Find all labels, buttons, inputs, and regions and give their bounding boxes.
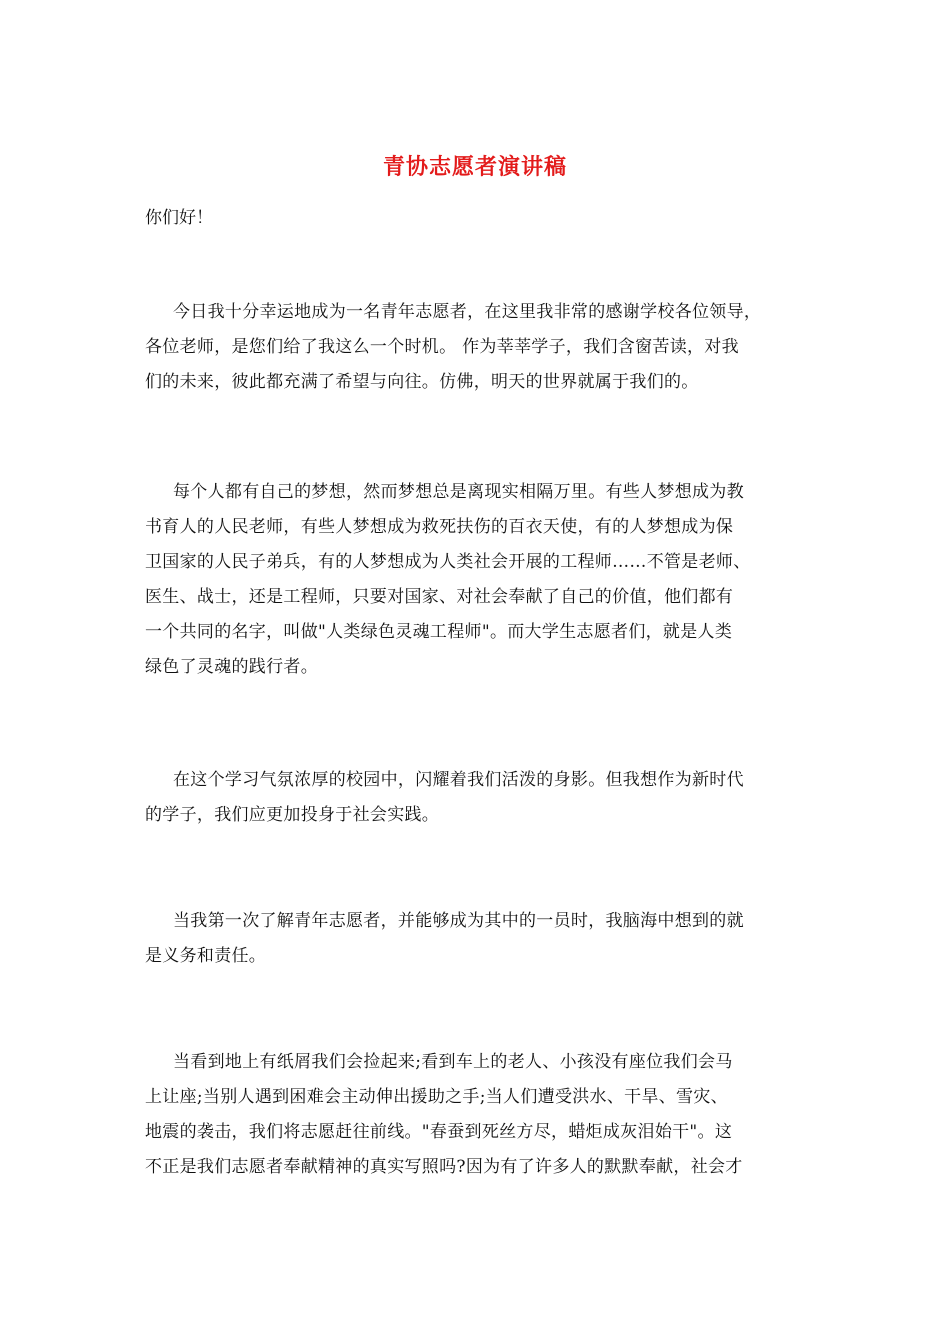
paragraph-1 xyxy=(145,295,810,400)
paragraph-line: 地震的袭击，我们将志愿赶往前线。"春蚕到死丝方尽，蜡炬成灰泪始干"。这 xyxy=(145,1122,733,1142)
paragraph-line: 绿色了灵魂的践行者。 xyxy=(145,657,318,677)
paragraph-line: 们的未来，彼此都充满了希望与向往。仿佛，明天的世界就属于我们的。 xyxy=(145,372,699,392)
paragraph-line: 当我第一次了解青年志愿者，并能够成为其中的一员时，我脑海中想到的就 xyxy=(173,911,744,931)
paragraph-line: 每个人都有自己的梦想，然而梦想总是离现实相隔万里。有些人梦想成为教 xyxy=(173,482,744,502)
paragraph-line: 的学子，我们应更加投身于社会实践。 xyxy=(145,805,440,825)
document-title: 青协志愿者演讲稿 xyxy=(382,154,567,180)
paragraph-line: 卫国家的人民子弟兵，有的人梦想成为人类社会开展的工程师……不管是老师、 xyxy=(145,552,751,572)
paragraph-line: 今日我十分幸运地成为一名青年志愿者，在这里我非常的感谢学校各位领导， xyxy=(173,302,762,322)
paragraph-line: 当看到地上有纸屑我们会捡起来;看到车上的老人、小孩没有座位我们会马 xyxy=(173,1052,733,1072)
paragraph-5 xyxy=(145,1045,810,1185)
paragraph-line: 各位老师，是您们给了我这么一个时机。 作为莘莘学子，我们含窗苦读，对我 xyxy=(145,337,739,357)
paragraph-line: 一个共同的名字，叫做"人类绿色灵魂工程师"。而大学生志愿者们，就是人类 xyxy=(145,622,733,642)
paragraph-line: 不正是我们志愿者奉献精神的真实写照吗?因为有了许多人的默默奉献，社会才 xyxy=(145,1157,743,1177)
paragraph-line: 是义务和责任。 xyxy=(145,946,267,966)
paragraph-line: 书育人的人民老师，有些人梦想成为救死扶伤的百衣天使，有的人梦想成为保 xyxy=(145,517,734,537)
paragraph-2 xyxy=(145,475,810,685)
paragraph-3 xyxy=(145,763,810,833)
paragraph-line: 医生、战士，还是工程师，只要对国家、对社会奉献了自己的价值，他们都有 xyxy=(145,587,734,607)
paragraph-line: 上让座;当别人遇到困难会主动伸出援助之手;当人们遭受洪水、干旱、雪灾、 xyxy=(145,1087,728,1107)
paragraph-4 xyxy=(145,904,810,974)
paragraph-line: 在这个学习气氛浓厚的校园中，闪耀着我们活泼的身影。但我想作为新时代 xyxy=(173,770,744,790)
greeting: 你们好！ xyxy=(145,208,213,228)
